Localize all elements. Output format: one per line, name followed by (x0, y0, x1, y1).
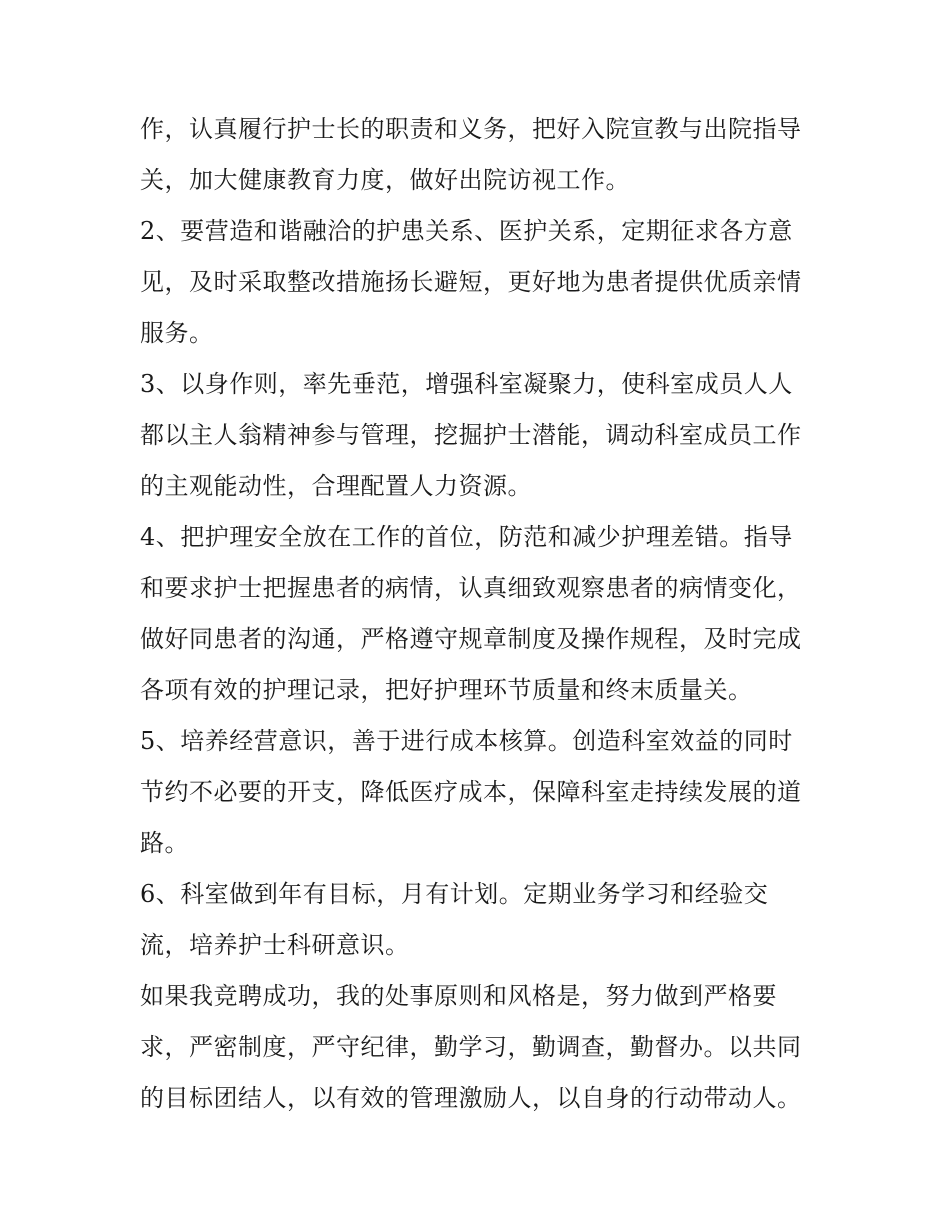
text-line: 4、把护理安全放在工作的首位，防范和减少护理差错。指导 (140, 523, 793, 551)
text-line: 节约不必要的开支，降低医疗成本，保障科室走持续发展的道 (140, 778, 802, 806)
text-line: 关，加大健康教育力度，做好出院访视工作。 (140, 166, 630, 194)
text-line: 2、要营造和谐融洽的护患关系、医护关系，定期征求各方意 (140, 217, 793, 245)
text-line: 做好同患者的沟通，严格遵守规章制度及操作规程，及时完成 (140, 625, 802, 653)
text-line: 各项有效的护理记录，把好护理环节质量和终末质量关。 (140, 676, 753, 704)
text-line: 流，培养护士科研意识。 (140, 931, 410, 959)
text-line: 的目标团结人，以有效的管理激励人，以自身的行动带动人。 (140, 1084, 802, 1112)
text-line: 5、培养经营意识，善于进行成本核算。创造科室效益的同时 (140, 727, 793, 755)
text-line: 作，认真履行护士长的职责和义务，把好入院宣教与出院指导 (140, 115, 802, 143)
text-line: 如果我竞聘成功，我的处事原则和风格是，努力做到严格要 (140, 982, 777, 1010)
text-line: 3、以身作则，率先垂范，增强科室凝聚力，使科室成员人人 (140, 370, 793, 398)
text-line: 求，严密制度，严守纪律，勤学习，勤调查，勤督办。以共同 (140, 1033, 802, 1061)
text-line: 路。 (140, 829, 189, 857)
text-line: 都以主人翁精神参与管理，挖掘护士潜能，调动科室成员工作 (140, 421, 802, 449)
text-line: 的主观能动性，合理配置人力资源。 (140, 472, 532, 500)
text-line: 和要求护士把握患者的病情，认真细致观察患者的病情变化， (140, 574, 802, 602)
text-line: 6、科室做到年有目标，月有计划。定期业务学习和经验交 (140, 880, 769, 908)
body-text (140, 104, 820, 1124)
text-line: 见，及时采取整改措施扬长避短，更好地为患者提供优质亲情 (140, 268, 802, 296)
text-line: 服务。 (140, 319, 214, 347)
